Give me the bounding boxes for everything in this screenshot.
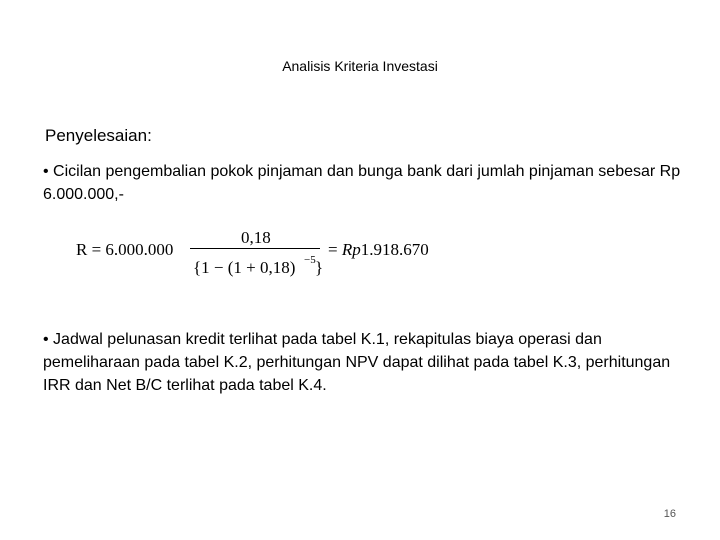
- formula-rhs-prefix: =: [328, 240, 342, 259]
- section-heading: Penyelesaian:: [45, 126, 152, 145]
- formula-numerator: 0,18: [241, 228, 271, 247]
- page-number: 16: [663, 508, 676, 520]
- formula-rhs: [328, 240, 429, 260]
- formula-exponent: −5: [304, 254, 316, 266]
- formula-denominator-close: }: [315, 258, 324, 277]
- slide-title: Analisis Kriteria Investasi: [282, 58, 438, 74]
- formula-denominator: {1 − (1 + 0,18): [193, 258, 296, 277]
- formula-rhs-currency: Rp: [341, 240, 361, 259]
- formula-rhs-value: 1.918.670: [360, 240, 429, 259]
- formula-lhs: R = 6.000.000: [76, 240, 174, 259]
- bullet-schedule-tables: • Jadwal pelunasan kredit terlihat pada tabel K.1, rekapitulas biaya operasi dan pemeliharaan pada tabel K.2, perhitungan NPV dapat dilihat pada tabel K.3, perhitungan IRR dan Net B/C terlihat pada tabel K.4.: [43, 331, 671, 394]
- bullet-loan-installment: • Cicilan pengembalian pokok pinjaman dan bunga bank dari jumlah pinjaman sebesar Rp 6.000.000,-: [43, 163, 681, 203]
- fraction-line: [190, 248, 320, 249]
